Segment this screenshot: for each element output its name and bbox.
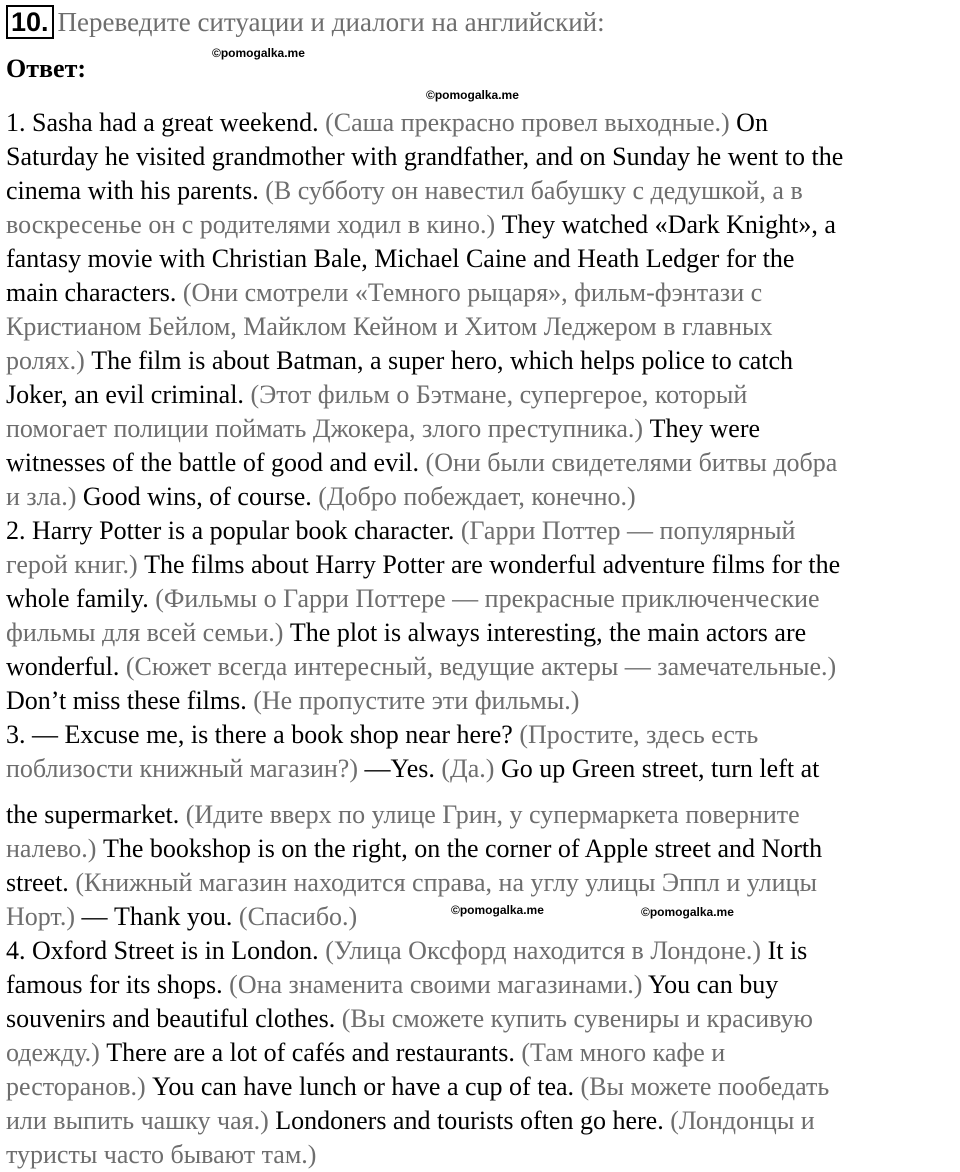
russian-translation: налево.) <box>6 834 97 863</box>
english-text: souvenirs and beautiful clothes. <box>6 1004 342 1033</box>
russian-translation: (Вы сможете купить сувениры и красивую <box>341 1004 813 1033</box>
russian-translation: (Лондонцы и <box>670 1106 815 1135</box>
text-line <box>6 174 960 208</box>
text-line <box>6 582 960 616</box>
english-text: wonderful. <box>6 652 126 681</box>
text-line <box>6 378 960 412</box>
text-line <box>6 934 960 968</box>
english-text: 4. Oxford Street is in London. <box>6 936 326 965</box>
russian-translation: (Вы можете пообедать <box>580 1072 830 1101</box>
text-line <box>6 968 960 1002</box>
text-line <box>6 798 960 832</box>
english-text: The film is about Batman, a super hero, which helps police to catch <box>84 346 794 375</box>
text-line <box>6 866 960 900</box>
watermark: ©pomogalka.me <box>451 903 544 917</box>
text-line <box>6 514 960 548</box>
english-text: They watched «Dark Knight», a <box>495 210 836 239</box>
english-text: cinema with his parents. <box>6 176 266 205</box>
text-line <box>6 1138 960 1172</box>
text-line <box>6 276 960 310</box>
english-text: 3. — Excuse me, is there a book shop near here? <box>6 720 520 749</box>
russian-translation: (Саша прекрасно провел выходные.) <box>325 108 730 137</box>
english-text: Saturday he visited grandmother with grandfather, and on Sunday he went to the <box>6 142 844 171</box>
russian-translation: Норт.) <box>6 902 75 931</box>
watermark: ©pomogalka.me <box>426 88 519 102</box>
answer-label: Ответ: <box>6 54 87 83</box>
english-text: main characters. <box>6 278 183 307</box>
english-text: witnesses of the battle of good and evil. <box>6 448 426 477</box>
russian-translation: одежду.) <box>6 1038 100 1067</box>
english-text: street. <box>6 868 76 897</box>
text-line <box>6 718 960 752</box>
english-text: The bookshop is on the right, on the corner of Apple street and North <box>96 834 823 863</box>
text-line <box>6 1104 960 1138</box>
watermark: ©pomogalka.me <box>212 46 305 60</box>
english-text: You can have lunch or have a cup of tea. <box>145 1072 581 1101</box>
english-text: the supermarket. <box>6 800 186 829</box>
russian-translation: (Добро побеждает, конечно.) <box>318 482 636 511</box>
russian-translation: (Они были свидетелями битвы добра <box>425 448 838 477</box>
russian-translation: (Простите, здесь есть <box>519 720 759 749</box>
russian-translation: туристы часто бывают там.) <box>6 1140 317 1169</box>
text-line <box>6 900 960 934</box>
russian-translation: и зла.) <box>6 482 77 511</box>
russian-translation: поблизости книжный магазин?) <box>6 754 359 783</box>
english-text: Joker, an evil criminal. <box>6 380 251 409</box>
text-line <box>6 650 960 684</box>
task-number: 10. <box>6 5 54 39</box>
russian-translation: (Улица Оксфорд находится в Лондоне.) <box>325 936 762 965</box>
english-text: famous for its shops. <box>6 970 230 999</box>
english-text: Londoners and tourists often go here. <box>268 1106 671 1135</box>
english-text: —Yes. <box>358 754 442 783</box>
text-line <box>6 1036 960 1070</box>
russian-translation: фильмы для всей семьи.) <box>6 618 284 647</box>
task-header <box>6 4 605 40</box>
russian-translation: герой книг.) <box>6 550 138 579</box>
russian-translation: (Этот фильм о Бэтмане, супергерое, который <box>250 380 748 409</box>
russian-translation: (Они смотрели «Темного рыцаря», фильм-фэнтази с <box>182 278 763 307</box>
text-line <box>6 1002 960 1036</box>
task-instruction: Переведите ситуации и диалоги на английский: <box>57 6 605 37</box>
russian-translation: или выпить чашку чая.) <box>6 1106 269 1135</box>
text-line <box>6 480 960 514</box>
english-text: The plot is always interesting, the main actors are <box>283 618 807 647</box>
text-line <box>6 548 960 582</box>
answer-text-block-2 <box>6 798 960 1172</box>
text-line <box>6 344 960 378</box>
english-text: fantasy movie with Christian Bale, Michael Caine and Heath Ledger for the <box>6 244 795 273</box>
russian-translation: ресторанов.) <box>6 1072 146 1101</box>
text-line <box>6 412 960 446</box>
russian-translation: (В субботу он навестил бабушку с дедушкой, а в <box>265 176 803 205</box>
text-line <box>6 1070 960 1104</box>
english-text: 2. Harry Potter is a popular book character. <box>6 516 461 545</box>
russian-translation: (Да.) <box>441 754 495 783</box>
english-text: They were <box>643 414 761 443</box>
text-line <box>6 684 960 718</box>
russian-translation: (Она знаменита своими магазинами.) <box>229 970 643 999</box>
text-line <box>6 446 960 480</box>
english-text: It is <box>761 936 808 965</box>
text-line <box>6 106 960 140</box>
english-text: There are a lot of cafés and restaurants. <box>99 1038 522 1067</box>
text-line <box>6 752 960 786</box>
russian-translation: (Сюжет всегда интересный, ведущие актеры — замечательные.) <box>125 652 837 681</box>
text-line <box>6 140 960 174</box>
russian-translation: (Спасибо.) <box>238 902 358 931</box>
russian-translation: (Фильмы о Гарри Поттере — прекрасные приключенческие <box>155 584 820 613</box>
text-line <box>6 616 960 650</box>
english-text: 1. Sasha had a great weekend. <box>6 108 326 137</box>
russian-translation: помогает полиции поймать Джокера, злого преступника.) <box>6 414 644 443</box>
russian-translation: (Не пропустите эти фильмы.) <box>253 686 580 715</box>
russian-translation: Кристианом Бейлом, Майклом Кейном и Хитом Леджером в главных <box>6 312 773 341</box>
english-text: On <box>729 108 768 137</box>
russian-translation: (Идите вверх по улице Грин, у супермаркета поверните <box>185 800 800 829</box>
english-text: — Thank you. <box>75 902 239 931</box>
russian-translation: (Книжный магазин находится справа, на углу улицы Эппл и улицы <box>75 868 817 897</box>
russian-translation: (Там много кафе и <box>521 1038 726 1067</box>
english-text: You can buy <box>642 970 779 999</box>
text-line <box>6 310 960 344</box>
text-line <box>6 208 960 242</box>
answer-text-block-1 <box>6 106 960 786</box>
text-line <box>6 242 960 276</box>
english-text: Good wins, of course. <box>76 482 319 511</box>
english-text: Go up Green street, turn left at <box>494 754 820 783</box>
english-text: whole family. <box>6 584 156 613</box>
text-line <box>6 832 960 866</box>
watermark: ©pomogalka.me <box>641 905 734 919</box>
english-text: The films about Harry Potter are wonderful adventure films for the <box>137 550 841 579</box>
russian-translation: ролях.) <box>6 346 85 375</box>
russian-translation: воскресенье он с родителями ходил в кино.) <box>6 210 496 239</box>
english-text: Don’t miss these films. <box>6 686 254 715</box>
russian-translation: (Гарри Поттер — популярный <box>460 516 796 545</box>
